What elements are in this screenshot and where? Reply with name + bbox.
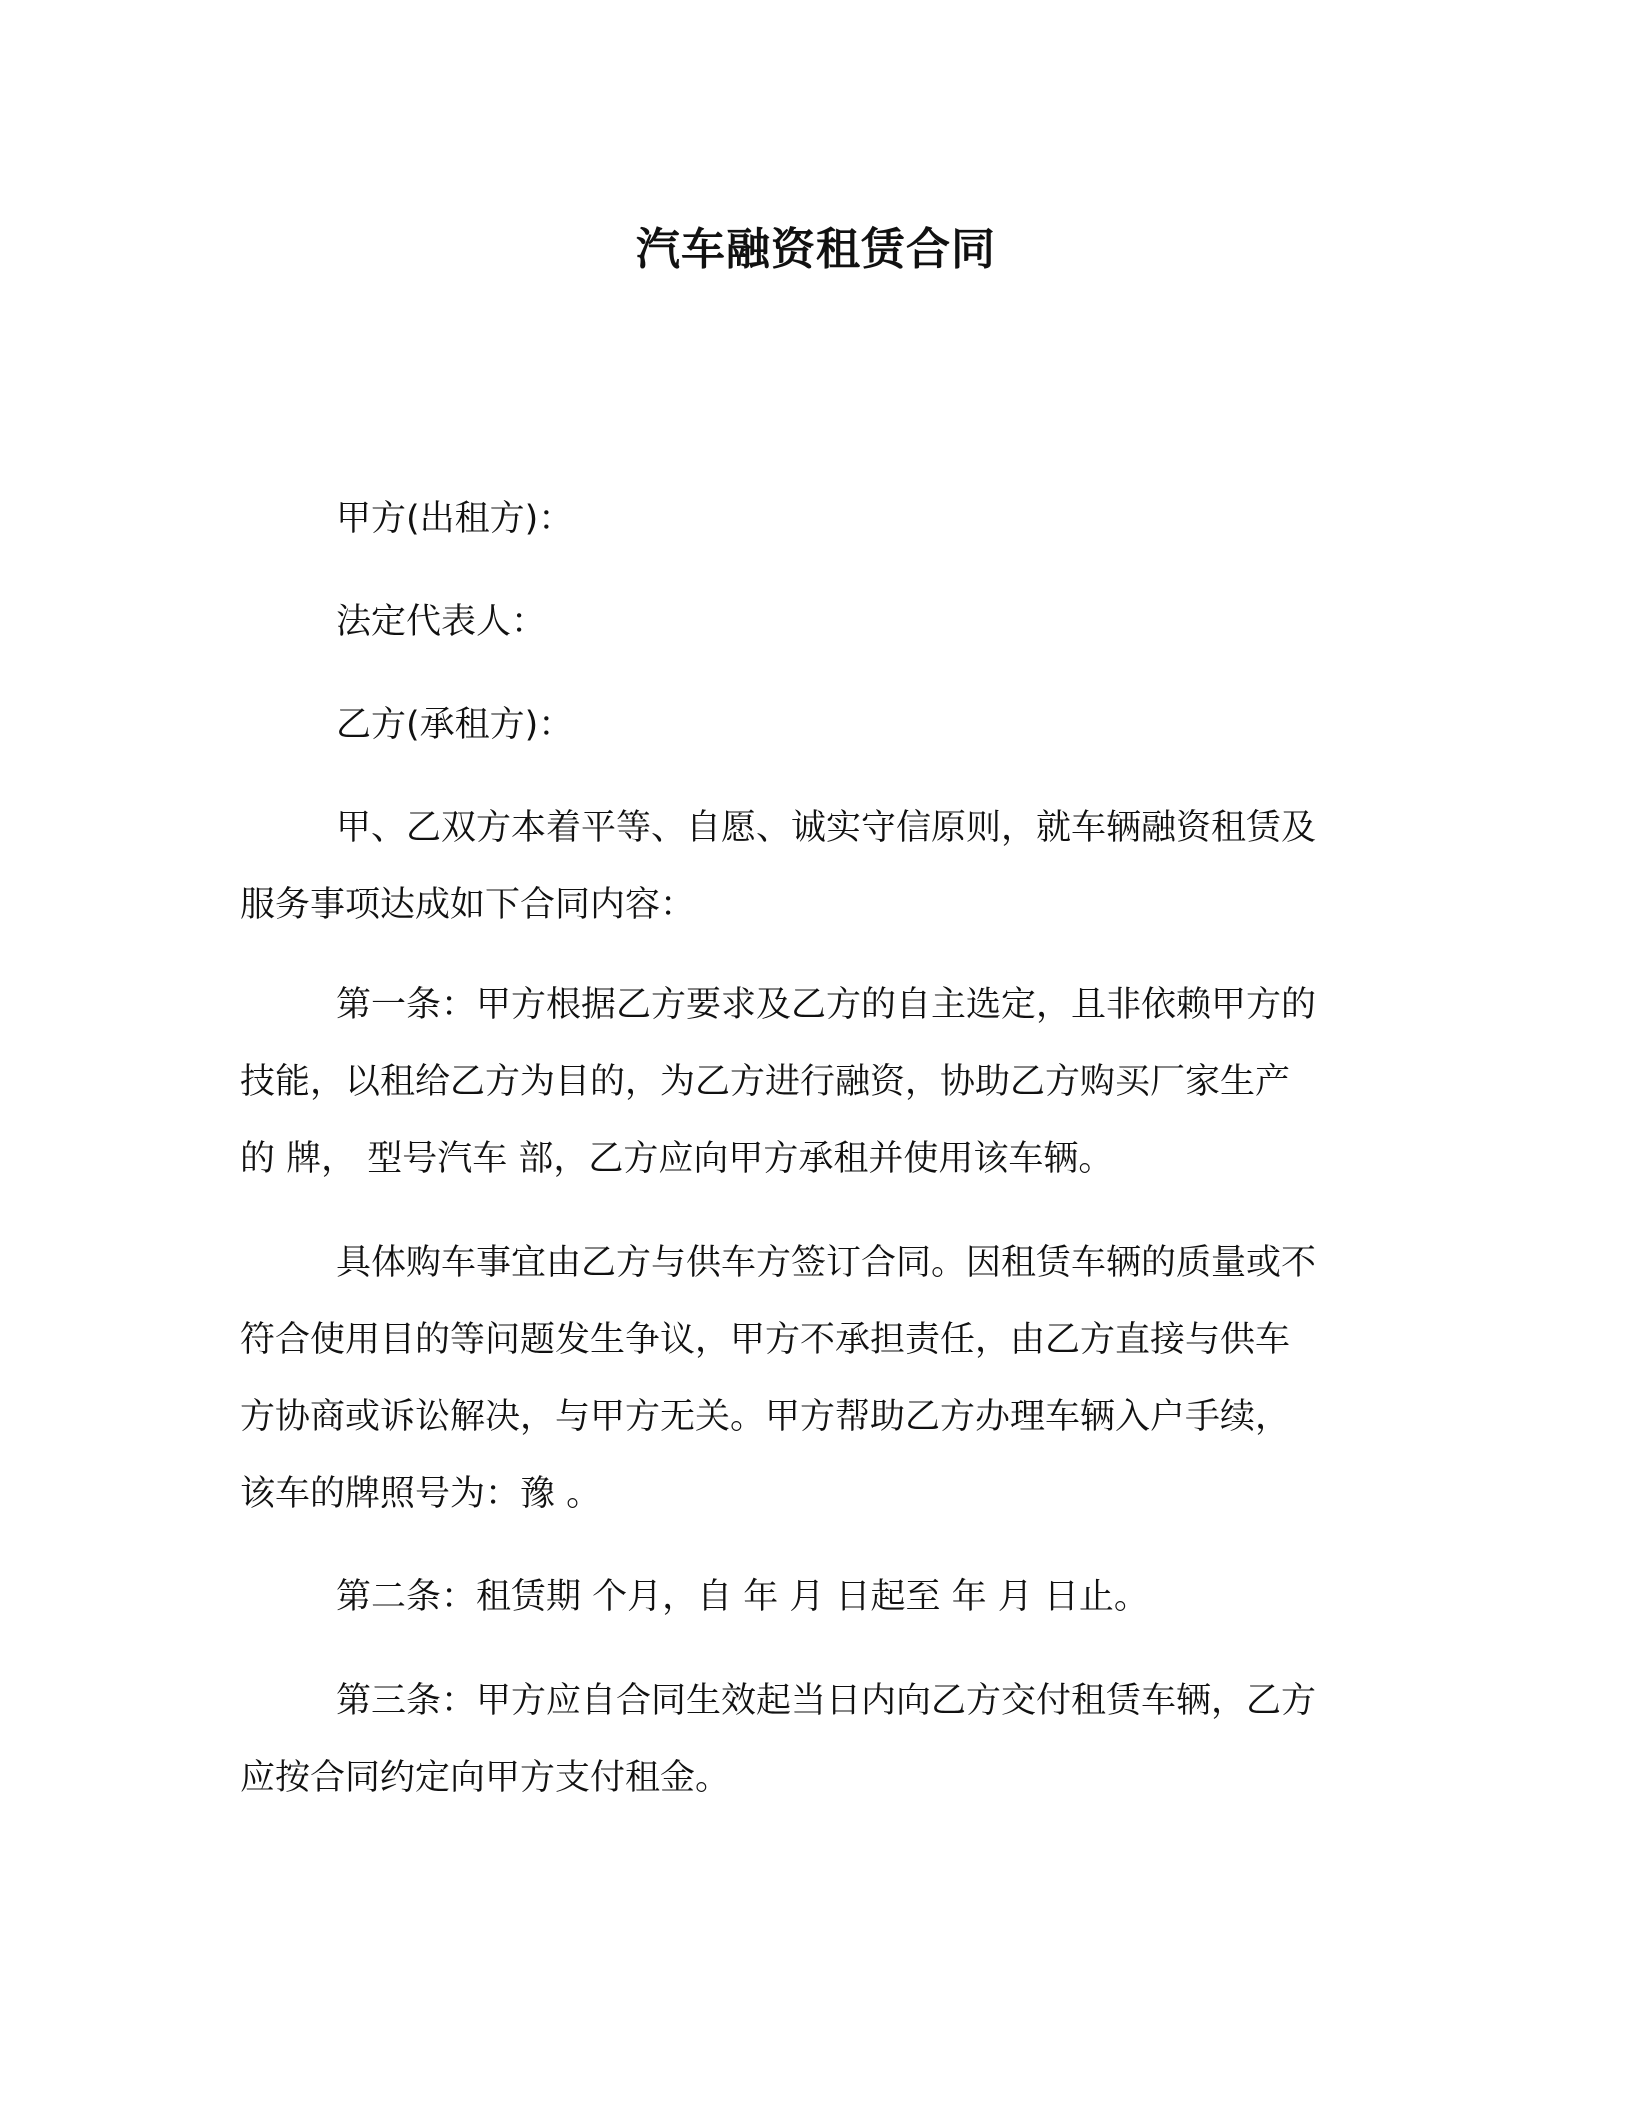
article-2-line: 第二条：租赁期 个月，自 年 月 日起至 年 月 日止。 <box>336 1577 1149 1617</box>
article-2-paragraph <box>240 1573 1380 1621</box>
article-3-paragraph <box>240 1677 1380 1802</box>
party-b-label: 乙方(承租方)： <box>336 705 574 745</box>
purchase-clause-line: 方协商或诉讼解决，与甲方无关。甲方帮助乙方办理车辆入户手续， <box>240 1397 1291 1437</box>
document-body <box>240 495 1380 1802</box>
document-title: 汽车融资租赁合同 <box>636 224 996 275</box>
preamble-paragraph <box>240 804 1380 929</box>
article-1-paragraph <box>240 981 1380 1183</box>
purchase-clause-line: 具体购车事宜由乙方与供车方签订合同。因租赁车辆的质量或不 <box>336 1243 1317 1283</box>
party-a-label: 甲方(出租方)： <box>336 499 574 539</box>
preamble-line: 服务事项达成如下合同内容： <box>240 885 696 925</box>
preamble-line: 甲、乙双方本着平等、自愿、诚实守信原则，就车辆融资租赁及 <box>336 808 1317 848</box>
purchase-clause-paragraph <box>240 1239 1380 1518</box>
article-3-line: 第三条：甲方应自合同生效起当日内向乙方交付租赁车辆，乙方 <box>336 1681 1317 1721</box>
article-1-line: 的 牌， 型号汽车 部，乙方应向甲方承租并使用该车辆。 <box>240 1139 1114 1179</box>
article-3-line: 应按合同约定向甲方支付租金。 <box>240 1758 731 1798</box>
purchase-clause-line: 该车的牌照号为：豫 。 <box>240 1474 602 1514</box>
article-1-line: 第一条：甲方根据乙方要求及乙方的自主选定，且非依赖甲方的 <box>336 985 1317 1025</box>
legal-representative-label: 法定代表人： <box>336 602 547 642</box>
article-1-line: 技能，以租给乙方为目的，为乙方进行融资，协助乙方购买厂家生产 <box>240 1062 1291 1102</box>
purchase-clause-line: 符合使用目的等问题发生争议，甲方不承担责任，由乙方直接与供车 <box>240 1320 1291 1360</box>
